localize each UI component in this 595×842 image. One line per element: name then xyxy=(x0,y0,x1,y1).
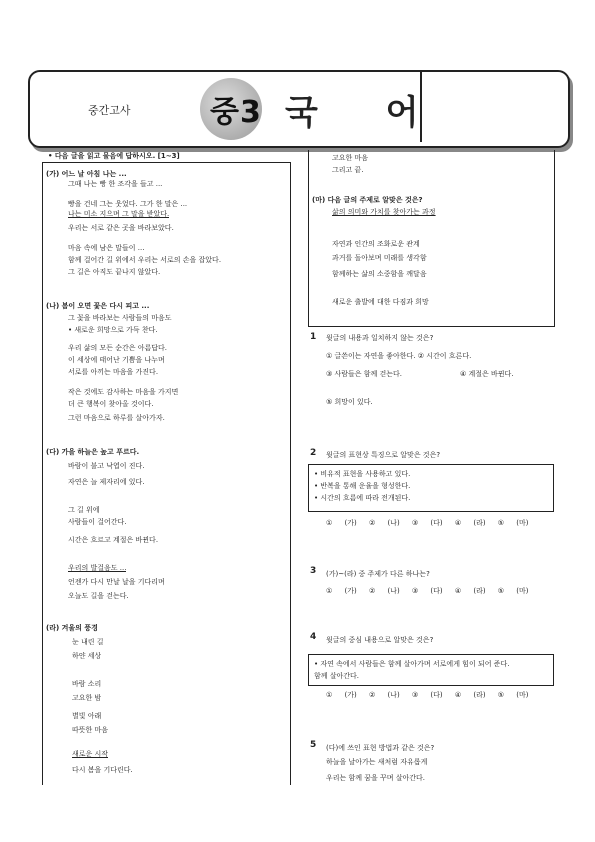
passage-line: 새로운 시작 xyxy=(72,750,109,758)
passage-line: 나는 미소 지으며 그 말을 받았다. xyxy=(68,210,170,218)
passage-line: 시간은 흐르고 계절은 바뀐다. xyxy=(68,536,159,544)
question-number: 4 xyxy=(310,632,317,642)
question-stem: 윗글의 내용과 일치하지 않는 것은? xyxy=(326,334,434,342)
passage-line: 그 꽃을 바라보는 사람들의 마음도 xyxy=(68,314,172,322)
answer-options: ① (가) ② (나) ③ (다) ④ (라) ⑤ (마) xyxy=(326,691,529,699)
answer-options: ① (가) ② (나) ③ (다) ④ (라) ⑤ (마) xyxy=(326,587,529,595)
score-box xyxy=(420,72,568,142)
passage-line: 별빛 아래 xyxy=(72,712,102,720)
passage-line: 하얀 세상 xyxy=(72,652,102,660)
grade-label: 중3 xyxy=(210,95,262,130)
exam-label: 중간고사 xyxy=(88,104,131,117)
passage-line: 우리는 서로 같은 곳을 바라보았다. xyxy=(68,224,174,232)
passage-line: 고요한 밤 xyxy=(72,694,102,702)
condition-line: 함께 살아간다. xyxy=(314,672,360,680)
question-number: 2 xyxy=(310,448,317,458)
passage-line: (마) 다음 글의 주제로 알맞은 것은? xyxy=(312,196,423,204)
answer-options: ① (가) ② (나) ③ (다) ④ (라) ⑤ (마) xyxy=(326,519,529,527)
passage-line: 고요한 마음 xyxy=(332,154,369,162)
passage-line: (라) 겨울의 풍경 xyxy=(46,624,98,632)
passage-line: 함께 걸어간 길 위에서 우리는 서로의 손을 잡았다. xyxy=(68,256,222,264)
question-line: ③ 사람들은 함께 걷는다. xyxy=(326,370,403,378)
condition-line: • 비유적 표현을 사용하고 있다. xyxy=(314,470,411,478)
subject-title: 국 어 xyxy=(285,93,447,133)
passage-line: 작은 것에도 감사하는 마음을 가지면 xyxy=(68,388,179,396)
passage-line: 오늘도 길을 걷는다. xyxy=(68,592,129,600)
passage-line: 삶의 의미와 가치를 찾아가는 과정 xyxy=(332,208,436,216)
condition-line: • 시간의 흐름에 따라 전개된다. xyxy=(314,494,411,502)
passage-line: 사람들이 걸어간다. xyxy=(68,518,127,526)
passage-line: (다) 가을 하늘은 높고 푸르다. xyxy=(46,448,140,456)
question-line: ⑤ 희망이 있다. xyxy=(326,398,373,406)
passage-line: 서로를 아끼는 마음을 가진다. xyxy=(68,368,159,376)
condition-line: • 반복을 통해 운율을 형성한다. xyxy=(314,482,411,490)
condition-box xyxy=(308,654,554,686)
exam-header xyxy=(28,70,570,148)
passage-line: 다시 봄을 기다린다. xyxy=(72,766,133,774)
passage-line: 우리의 발걸음도 ... xyxy=(68,564,127,572)
passage-line: 그런 마음으로 하루를 살아가자. xyxy=(68,414,165,422)
passage-line: 그 길은 아직도 끝나지 않았다. xyxy=(68,268,161,276)
passage-line: 그리고 끝. xyxy=(332,166,364,174)
passage-line: (나) 봄이 오면 꽃은 다시 피고 ... xyxy=(46,302,150,310)
question-line: 우리는 함께 꿈을 꾸며 살아간다. xyxy=(326,774,426,782)
passage-line: 바람 소리 xyxy=(72,680,102,688)
passage-line: (가) 어느 날 아침 나는 ... xyxy=(46,170,127,178)
passage-line: 바람이 불고 낙엽이 진다. xyxy=(68,462,145,470)
passage-line: 자연과 인간의 조화로운 관계 xyxy=(332,240,420,248)
passage-line: 이 세상에 태어난 기쁨을 나누며 xyxy=(68,356,165,364)
passage-line: 자연은 늘 제자리에 있다. xyxy=(68,478,145,486)
passage-line: 마음 속에 남은 말들이 ... xyxy=(68,244,145,252)
passage-line: 눈 내린 길 xyxy=(72,638,104,646)
question-number: 1 xyxy=(310,332,317,342)
passage-line: 그 길 위에 xyxy=(68,506,100,514)
passage-line: 우리 삶의 모든 순간은 아름답다. xyxy=(68,344,168,352)
passage-line: 함께하는 삶의 소중함을 깨달음 xyxy=(332,270,427,278)
passage-line: 더 큰 행복이 찾아올 것이다. xyxy=(68,400,154,408)
question-stem: (다)에 쓰인 표현 방법과 같은 것은? xyxy=(326,744,435,752)
question-stem: (가)~(라) 중 주제가 다른 하나는? xyxy=(326,570,430,578)
passage-line: 언젠가 다시 만날 날을 기다리며 xyxy=(68,578,165,586)
question-line: ① 글쓴이는 자연을 좋아한다. ② 시간이 흐른다. xyxy=(326,352,472,360)
passage-line: 빵을 건네 그는 웃었다. 그가 한 말은 ... xyxy=(68,200,188,208)
question-stem: 윗글의 표현상 특징으로 알맞은 것은? xyxy=(326,451,441,459)
condition-line: • 자연 속에서 사람들은 함께 살아가며 서로에게 힘이 되어 준다. xyxy=(314,660,510,668)
question-number: 5 xyxy=(310,740,317,750)
intro-instruction: • 다음 글을 읽고 물음에 답하시오. [1~3] xyxy=(48,152,180,160)
passage-line: • 새로운 희망으로 가득 찬다. xyxy=(68,326,158,334)
passage-line: 따뜻한 마음 xyxy=(72,726,109,734)
passage-line: 그때 나는 빵 한 조각을 들고 ... xyxy=(68,180,163,188)
question-stem: 윗글의 중심 내용으로 알맞은 것은? xyxy=(326,636,434,644)
passage-line: 과거를 돌아보며 미래를 생각함 xyxy=(332,254,427,262)
question-line: 하늘을 날아가는 새처럼 자유롭게 xyxy=(326,758,428,766)
question-number: 3 xyxy=(310,566,317,576)
passage-line: 새로운 출발에 대한 다짐과 희망 xyxy=(332,298,429,306)
question-line: ④ 계절은 바뀐다. xyxy=(460,370,514,378)
